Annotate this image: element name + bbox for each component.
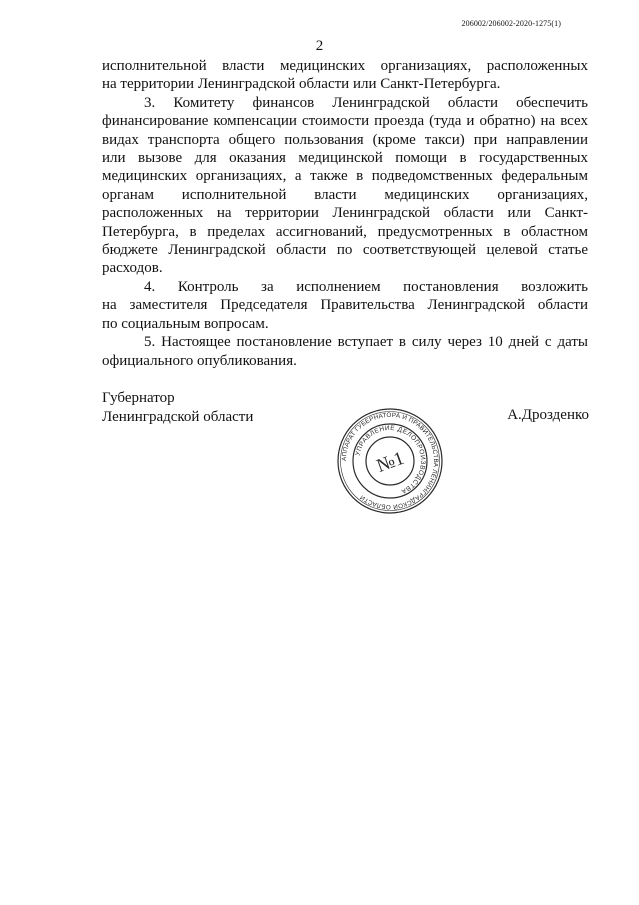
stamp-center-text: №1 [373,447,408,478]
text-line: органам исполнительной власти медицинских организациях, [102,186,588,203]
signatory-title [102,389,253,426]
stamp-outer-text: АППАРАТ ГУБЕРНАТОРА И ПРАВИТЕЛЬСТВА ЛЕНИНГРАДСКОЙ ОБЛАСТИ [340,411,440,511]
stamp-inner-text: УПРАВЛЕНИЕ ДЕЛОПРОИЗВОДСТВА [354,424,427,495]
signatory-position: Губернатор [102,390,175,406]
text-line: расходов. [102,260,163,277]
official-stamp-icon [336,407,444,515]
document-code: 206002/206002-2020-1275(1) [461,19,561,28]
text-line: медицинских организациях, а также в подведомственных федеральным [102,168,588,185]
text-line: исполнительной власти медицинских организациях, расположенных [102,58,588,74]
document-body [102,57,588,370]
text-line: на территории Ленинградской области или Санкт-Петербурга. [102,76,501,93]
paragraph-item-3 [102,94,588,278]
signatory-name: А.Дрозденко [507,407,589,423]
text-line: расположенных на территории Ленинградской области или Санкт- [102,205,588,222]
text-line: финансирование компенсации стоимости проезда (туда и обратно) на всех [102,113,588,130]
text-line: официального опубликования. [102,352,297,369]
text-line: на заместителя Председателя Правительства Ленинградской области [102,297,588,314]
text-line: 3. Комитету финансов Ленинградской области обеспечить [144,94,588,111]
text-line: 5. Настоящее постановление вступает в силу через 10 дней с даты [144,334,588,351]
signatory-region: Ленинградской области [102,408,254,425]
paragraph-continuation [102,57,588,94]
paragraph-item-5 [102,333,588,370]
text-line: или вызове для оказания медицинской помощи в государственных [102,150,588,167]
text-line: по социальным вопросам. [102,315,269,332]
text-line: бюджете Ленинградской области по соответствующей целевой статье [102,242,588,259]
paragraph-item-4 [102,278,588,333]
text-line: видах транспорта общего пользования (кроме такси) при направлении [102,131,588,148]
page-number: 2 [315,38,324,54]
text-line: Петербурга, в пределах ассигнований, предусмотренных в областном [102,223,588,240]
text-line: 4. Контроль за исполнением постановления возложить [144,278,588,295]
